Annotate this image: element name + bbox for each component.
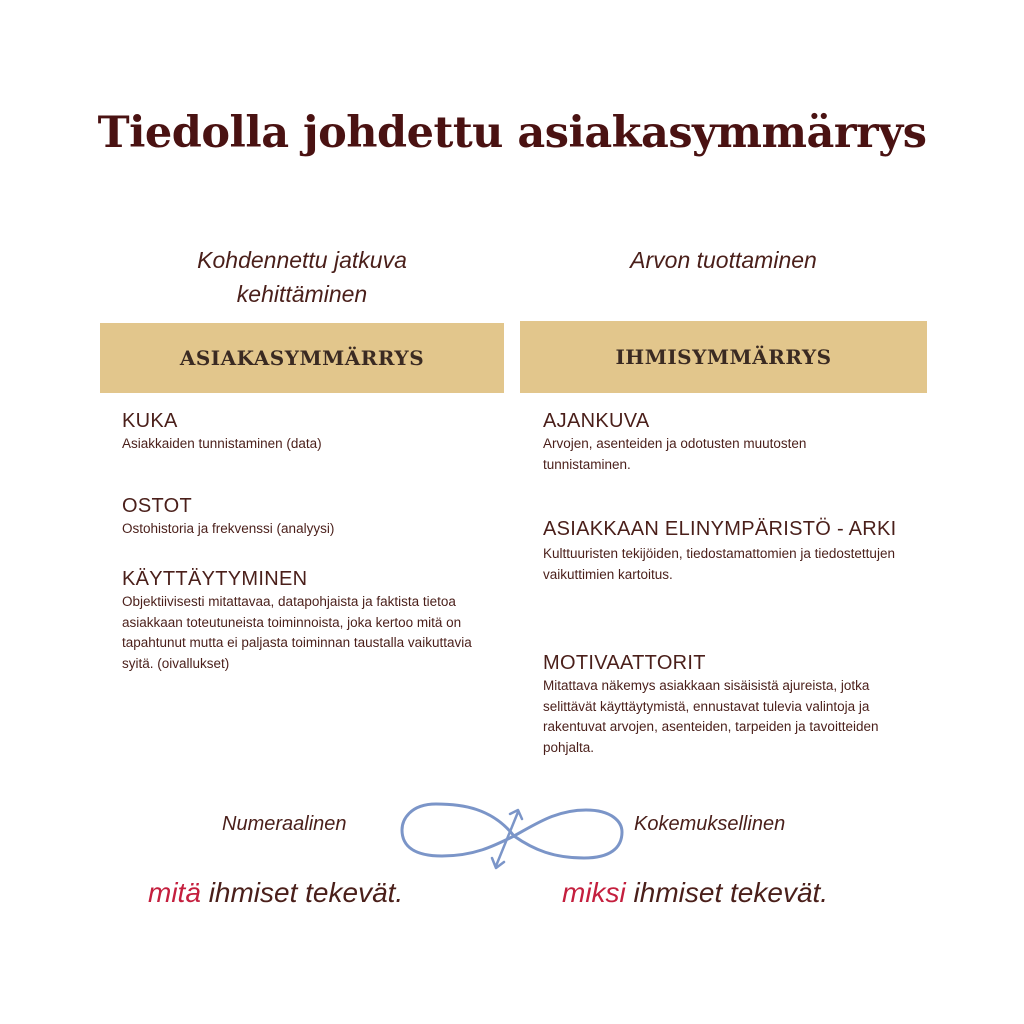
section-heading: KÄYTTÄYTYMINEN: [122, 568, 308, 590]
section-heading: ASIAKKAAN ELINYMPÄRISTÖ - ARKI: [543, 518, 897, 540]
section-heading: MOTIVAATTORIT: [543, 652, 706, 674]
infinity-icon: [396, 796, 632, 876]
right-section-motivaattorit: [543, 650, 883, 758]
right-band-label: IHMISYMMÄRRYS: [615, 345, 832, 369]
section-text: Arvojen, asenteiden ja odotusten muutosten tunnistaminen.: [543, 436, 807, 472]
bottom-right-rest: ihmiset tekevät.: [633, 877, 829, 908]
section-heading: OSTOT: [122, 495, 193, 517]
bottom-right-accent: miksi: [562, 877, 626, 908]
right-subheading: Arvon tuottaminen: [630, 247, 817, 273]
section-heading: AJANKUVA: [543, 410, 650, 432]
left-band-label: ASIAKASYMMÄRRYS: [179, 346, 425, 370]
left-subheading-line1: Kohdennettu jatkuva: [197, 247, 407, 273]
bottom-left-rest: ihmiset tekevät.: [208, 877, 404, 908]
bottom-left-statement: [148, 877, 403, 909]
left-section-kuka: [122, 408, 482, 455]
label-numeraalinen: Numeraalinen: [222, 813, 347, 835]
section-text: Mitattava näkemys asiakkaan sisäisistä ajureista, jotka selittävät käyttäytymistä, ennustavat tulevia valintoja ja rakentuvat arvojen, asenteiden, tarpeiden ja tavoitteiden pohjalta.: [543, 678, 879, 755]
right-section-elinymparisto: [543, 514, 913, 585]
left-section-ostot: [122, 493, 482, 540]
left-subheading: [100, 243, 504, 311]
section-text: Objektiivisesti mitattavaa, datapohjaista ja faktista tietoa asiakkaan toteutuneista toiminnoista, joka kertoo mitä on tapahtunut mutta ei paljasta toiminnan taustalla vaikuttavia syitä. (oivallukset): [122, 594, 472, 671]
right-band: [520, 321, 927, 393]
page-title: Tiedolla johdettu asiakasymmärrys: [97, 108, 927, 158]
bottom-left-accent: mitä: [148, 877, 201, 908]
section-text: Asiakkaiden tunnistaminen (data): [122, 436, 322, 451]
section-text: Ostohistoria ja frekvenssi (analyysi): [122, 521, 335, 536]
section-text: Kulttuuristen tekijöiden, tiedostamattomien ja tiedostettujen vaikuttimien kartoitus.: [543, 546, 895, 582]
left-subheading-line2: kehittäminen: [236, 281, 368, 307]
label-kokemuksellinen: Kokemuksellinen: [634, 813, 786, 835]
bottom-right-statement: [562, 877, 828, 909]
right-section-ajankuva: [543, 408, 883, 475]
left-band: [100, 323, 504, 393]
left-section-kayttaytyminen: [122, 566, 484, 674]
section-heading: KUKA: [122, 410, 178, 432]
